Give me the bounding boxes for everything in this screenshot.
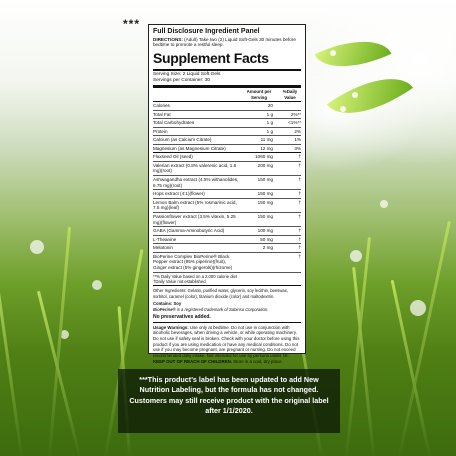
ingredient-daily-value: 2%**	[290, 111, 301, 117]
ingredient-amount: 11 mg	[260, 137, 273, 143]
directions	[153, 37, 301, 48]
contains-allergen: Contains: Soy	[153, 300, 182, 306]
ingredient-amount: 150 mg	[257, 191, 273, 197]
ingredient-daily-value: †	[298, 213, 301, 219]
serving-size: Serving Size: 2 Liquid Soft Gels	[153, 71, 221, 77]
ingredient-daily-value: 1%	[294, 137, 301, 143]
no-preservatives: No preservatives added.	[153, 312, 301, 322]
ingredient-amount: 150 mg	[257, 199, 273, 205]
ingredient-daily-value: †	[298, 228, 301, 234]
ingredient-row	[153, 162, 301, 176]
ingredient-name: Flaxseed Oil (seed)	[153, 154, 193, 160]
ingredient-amount: 150 mg	[257, 176, 273, 182]
ingredient-amount: 200 mg	[257, 162, 273, 168]
ingredient-row	[153, 176, 301, 190]
ingredient-daily-value: †	[298, 236, 301, 242]
leaf-decoration	[315, 25, 392, 84]
ingredient-row	[153, 145, 301, 154]
ingredient-row	[153, 227, 301, 236]
ingredient-name: Passionflower extract (3.5% vitexin, 5.25 mg)(flower)	[153, 213, 236, 225]
ingredient-row	[153, 213, 301, 227]
bokeh-light	[30, 240, 44, 254]
servings-per-container: Servings per Container: 30	[153, 77, 211, 83]
ingredient-amount: 150 mg	[257, 213, 273, 219]
grass-blade	[37, 291, 81, 456]
ingredient-name: Lemon Balm extract (5% rosmarinic acid, 7.5 mg)(leaf)	[153, 199, 237, 211]
keep-out-of-reach: KEEP OUT OF REACH OF CHILDREN.	[153, 358, 232, 364]
footnote-daily-value: **% Daily Value based on a 2,000 calorie diet	[153, 273, 237, 279]
ingredient-amount: 1 g	[266, 111, 273, 117]
ingredient-amount: 100 mg	[257, 228, 273, 234]
directions-label: DIRECTIONS:	[153, 36, 183, 42]
panel-title: Full Disclosure Ingredient Panel	[153, 28, 260, 35]
ingredient-row	[153, 199, 301, 213]
ingredient-daily-value: †	[298, 162, 301, 168]
ingredient-name: Hops extract (4:1)(flower)	[153, 191, 205, 197]
water-drop	[330, 50, 336, 56]
ingredient-name: Valerian extract (0.8% valerenic acid, 1.6 mg)(root)	[153, 162, 237, 174]
facts-table-header	[153, 88, 301, 102]
storage-instructions: Store in a cool, dry place.	[233, 358, 283, 364]
serving-info	[153, 71, 301, 88]
amount-column-header: Amount per Serving	[246, 89, 272, 100]
ingredient-amount: 1 g	[266, 128, 273, 134]
label-update-notice: ***This product's label has been updated to add New Nutrition Labeling, but the formula has not changed. Customers may still receive product with the original label after 1/1/2020.	[118, 369, 340, 433]
grass-blade	[0, 268, 23, 456]
ingredient-daily-value: †	[298, 154, 301, 160]
ingredient-row	[153, 111, 301, 120]
ingredient-amount: 2 mg	[262, 245, 273, 251]
ingredient-row	[153, 244, 301, 253]
ingredient-amount: 1 g	[266, 120, 273, 126]
ingredient-name: Protein	[153, 128, 168, 134]
bokeh-light	[92, 280, 102, 290]
ingredient-amount: 12 mg	[260, 145, 273, 151]
ingredient-row	[153, 136, 301, 145]
ingredient-daily-value: †	[298, 245, 301, 251]
usage-warnings	[153, 323, 301, 365]
bokeh-light	[380, 200, 388, 208]
leaf-decoration	[327, 58, 413, 133]
water-drop	[352, 92, 358, 98]
ingredient-daily-value: †	[298, 176, 301, 182]
bokeh-light	[410, 300, 426, 316]
ingredient-name: Magnesium (as Magnesium Citrate)	[153, 145, 226, 151]
warnings-label: Usage Warnings:	[153, 324, 189, 330]
ingredient-name: Total Carbohydrates	[153, 120, 195, 126]
supplement-facts-title: Supplement Facts	[153, 50, 301, 71]
ingredient-row	[153, 190, 301, 199]
ingredient-name: BioPerine Complex BioPerine® Black Pepper extract (95% piperine)(fruit), Ginger extract (5% gingerols)(rhizome)	[153, 253, 233, 271]
ingredient-name: GABA (Gamma-Aminobutyric Acid)	[153, 228, 225, 234]
ingredient-daily-value: †	[298, 253, 301, 259]
ingredient-daily-value: <1%**	[288, 120, 301, 126]
warnings-text: Use only at bedtime. Do not use in conjunction with alcoholic beverages, when driving a vehicle, or while operating machinery. Do not use if safety seal is broken. Check with your doctor before using this product if you are using medication or have any medical conditions. Do not use if you may become pregnant, are pregnant or nursing. Do not exceed recommended daily intake. Not intended for use by persons under 18.	[153, 324, 300, 359]
ingredient-name: L-Theanine	[153, 236, 177, 242]
ingredient-daily-value: 3%	[294, 145, 301, 151]
ingredient-amount: 1060 mg	[255, 154, 273, 160]
ingredient-row	[153, 119, 301, 128]
bioperine-logo: BioPerine®	[153, 307, 176, 313]
ingredient-daily-value: 2%	[294, 128, 301, 134]
ingredient-row	[153, 253, 301, 273]
ingredient-name: Ashwagandha extract (4.5% withanolides, 6.75 mg)(root)	[153, 176, 239, 188]
footnote-not-established: †Daily Value not established	[153, 279, 206, 285]
ingredient-daily-value: †	[298, 191, 301, 197]
ingredient-row	[153, 128, 301, 137]
footnotes	[153, 273, 301, 287]
water-drop	[340, 106, 346, 112]
ingredient-row	[153, 236, 301, 245]
ingredient-name: Calcium (as Calcium Citrate)	[153, 137, 212, 143]
grass-blade	[345, 237, 371, 456]
ingredient-row	[153, 102, 301, 111]
directions-text: (Adult) Take two (2) Liquid Soft-Gels 30 minutes before bedtime to promote a restful sleep.	[153, 36, 296, 48]
trademark-text: is a registered trademark of Sabinsa Corporation.	[176, 307, 269, 313]
ingredient-daily-value: †	[298, 199, 301, 205]
facts-table-body	[153, 102, 301, 273]
other-ingredients: Other Ingredients: Gelatin, purified water, glycerin, soy lecithin, beeswax, sorbitol, caramel (color), titanium dioxide (color) and maltodextrin.	[153, 288, 288, 299]
ingredient-name: Melatonin	[153, 245, 173, 251]
daily-value-column-header: %Daily Value	[282, 89, 298, 100]
bokeh-light	[350, 250, 362, 262]
ingredient-amount: 50 mg	[260, 236, 273, 242]
ingredient-name: Total Fat	[153, 111, 171, 117]
ingredient-amount: 20	[267, 103, 273, 109]
asterisk-marker: ***	[123, 17, 141, 31]
ingredient-name: Calories	[153, 103, 170, 109]
ingredient-row	[153, 153, 301, 162]
ingredient-panel	[148, 24, 306, 364]
